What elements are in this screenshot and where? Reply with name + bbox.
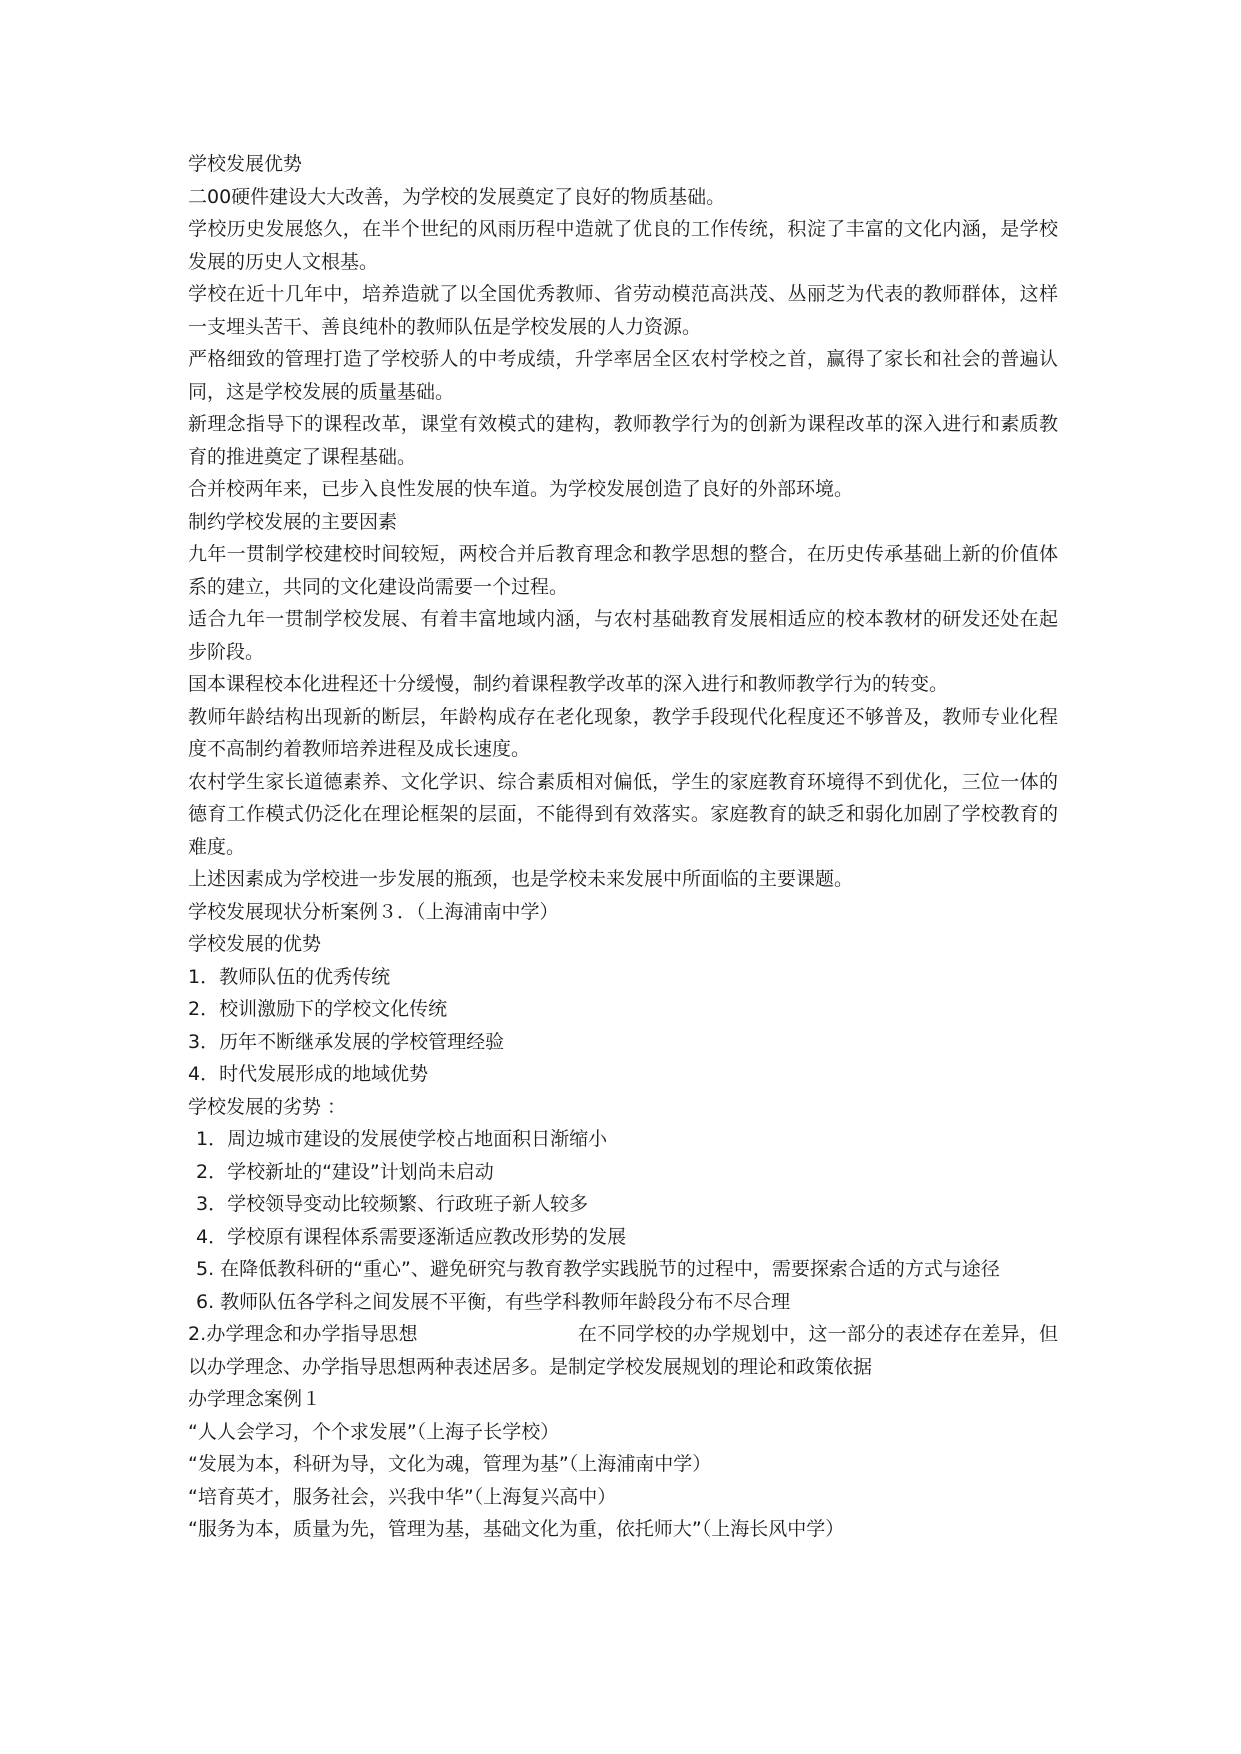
heading-constraints: 制约学校发展的主要因素: [188, 510, 398, 533]
list-item: 1．教师队伍的优秀传统: [188, 965, 391, 988]
document-body: [188, 148, 1058, 1546]
heading-disadvantages: 学校发展的劣势 ：: [188, 1095, 347, 1118]
paragraph: 上述因素成为学校进一步发展的瓶颈，也是学校未来发展中所面临的主要课题。: [188, 868, 854, 890]
quote-line: “发展为本，科研为导，文化为魂，管理为基”（上海浦南中学）: [188, 1453, 712, 1475]
list-item: 1．周边城市建设的发展使学校占地面积日渐缩小: [196, 1128, 608, 1150]
list-item: 3．学校领导变动比较频繁、行政班子新人较多: [196, 1193, 589, 1215]
paragraph: 严格细致的管理打造了学校骄人的中考成绩，升学率居全区农村学校之首，赢得了家长和社会的普遍认同，这是学校发展的质量基础。: [188, 348, 1058, 403]
list-item: 6. 教师队伍各学科之间发展不平衡，有些学科教师年龄段分布不尽合理: [196, 1290, 791, 1313]
paragraph: 二00硬件建设大大改善，为学校的发展奠定了良好的物质基础。: [188, 185, 726, 208]
paragraph: 适合九年一贯制学校发展、有着丰富地域内涵，与农村基础教育发展相适应的校本教材的研发还处在起步阶段。: [188, 608, 1058, 663]
list-item: 3．历年不断继承发展的学校管理经验: [188, 1030, 505, 1053]
list-item: 4．学校原有课程体系需要逐渐适应教改形势的发展: [196, 1225, 627, 1248]
list-item: 2．学校新址的“建设”计划尚未启动: [196, 1160, 494, 1183]
paragraph: 新理念指导下的课程改革，课堂有效模式的建构，教师教学行为的创新为课程改革的深入进行和素质教育的推进奠定了课程基础。: [188, 413, 1058, 468]
paragraph: 教师年龄结构出现新的断层，年龄构成存在老化现象，教学手段现代化程度还不够普及，教师专业化程度不高制约着教师培养进程及成长速度。: [188, 705, 1058, 760]
heading-advantages: 学校发展的优势: [188, 933, 322, 955]
quote-line: “服务为本，质量为先，管理为基，基础文化为重，依托师大”（上海长风中学）: [188, 1518, 845, 1540]
section-2-heading: 2.办学理念和办学指导思想: [188, 1323, 418, 1345]
quote-line: “人人会学习，个个求发展”（上海子长学校）: [188, 1420, 560, 1443]
list-item: 4．时代发展形成的地域优势: [188, 1063, 429, 1085]
list-item: 2．校训激励下的学校文化传统: [188, 998, 448, 1020]
heading-philosophy-case-1: 办学理念案例１: [188, 1388, 322, 1410]
list-item: 5. 在降低教科研的“重心”、避免研究与教育教学实践脱节的过程中，需要探索合适的方式与途径: [196, 1258, 1000, 1280]
section-2-paragraph: [188, 1318, 1058, 1383]
paragraph: 学校在近十几年中，培养造就了以全国优秀教师、省劳动模范高洪茂、丛丽芝为代表的教师群体，这样一支埋头苦干、善良纯朴的教师队伍是学校发展的人力资源。: [188, 283, 1058, 338]
paragraph: 农村学生家长道德素养、文化学识、综合素质相对偏低，学生的家庭教育环境得不到优化，三位一体的德育工作模式仍泛化在理论框架的层面，不能得到有效落实。家庭教育的缺乏和弱化加剧了学校教育的难度。: [188, 770, 1058, 858]
paragraph: 合并校两年来，已步入良性发展的快车道。为学校发展创造了良好的外部环境。: [188, 478, 854, 500]
quote-line: “培育英才，服务社会，兴我中华”（上海复兴高中）: [188, 1485, 617, 1508]
heading-case-3: 学校发展现状分析案例３．（上海浦南中学）: [188, 900, 559, 923]
paragraph: 九年一贯制学校建校时间较短，两校合并后教育理念和教学思想的整合，在历史传承基础上新的价值体系的建立，共同的文化建设尚需要一个过程。: [188, 543, 1058, 598]
section-2-text: 在不同学校的办学规划中，这一部分的表述存在差异，但以办学理念、办学指导思想两种表述居多。是制定学校发展规划的理论和政策依据: [188, 1323, 1058, 1378]
paragraph: 学校历史发展悠久，在半个世纪的风雨历程中造就了优良的工作传统，积淀了丰富的文化内涵，是学校发展的历史人文根基。: [188, 218, 1058, 273]
paragraph: 国本课程校本化进程还十分缓慢，制约着课程教学改革的深入进行和教师教学行为的转变。: [188, 673, 949, 695]
heading-school-advantages: 学校发展优势: [188, 153, 303, 175]
